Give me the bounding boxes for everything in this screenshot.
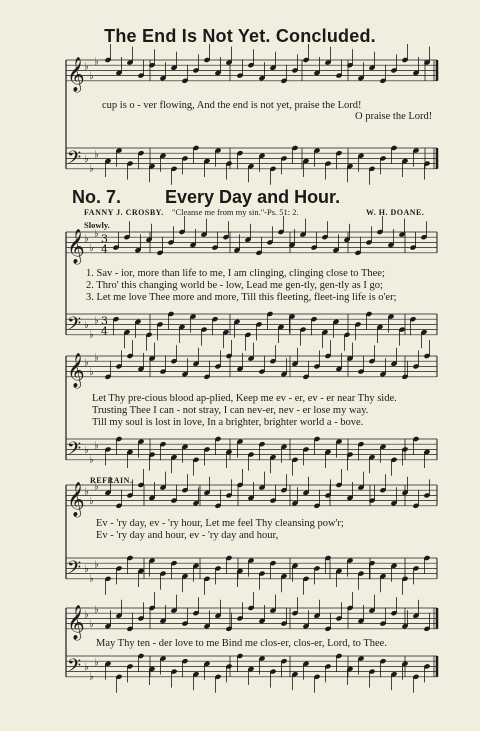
flat-icon: ♭ <box>84 320 89 332</box>
flat-icon: ♭ <box>94 315 99 327</box>
flat-icon: ♭ <box>84 564 89 576</box>
flat-icon: ♭ <box>94 657 99 669</box>
treble-clef-icon: 𝄞 <box>67 352 85 388</box>
time-signature-icon: 4 <box>101 242 108 256</box>
flat-icon: ♭ <box>84 357 89 369</box>
treble-clef-icon: 𝄞 <box>67 228 85 264</box>
refrain-line1: Ev - 'ry day, ev - 'ry hour, Let me feel Thy cleansing pow'r; <box>96 518 344 529</box>
flat-icon: ♭ <box>89 366 94 378</box>
flat-icon: ♭ <box>89 495 94 507</box>
hymn-title: Every Day and Hour. <box>165 187 341 207</box>
flat-icon: ♭ <box>94 228 99 240</box>
page-header: The End Is Not Yet. Concluded. <box>104 26 376 46</box>
treble-clef-icon: 𝄞 <box>67 604 85 640</box>
flat-icon: ♭ <box>84 486 89 498</box>
flat-icon: ♭ <box>94 56 99 68</box>
system1-lyric: cup is o - ver flowing, And the end is not yet, praise the Lord! <box>102 100 362 111</box>
tempo-marking: Slowly. <box>84 220 110 230</box>
flat-icon: ♭ <box>94 352 99 364</box>
flat-icon: ♭ <box>89 618 94 630</box>
verse1-line1: 1. Sav - ior, more than life to me, I am clinging, clinging close to Thee; <box>86 268 385 279</box>
refrain-line2: Ev - 'ry day and hour, ev - 'ry day and hour, <box>96 530 279 541</box>
flat-icon: ♭ <box>89 163 94 175</box>
verse3-line1: 3. Let me love Thee more and more, Till this fleeting, fleet-ing life is o'er; <box>86 292 397 303</box>
bass-clef-icon: 𝄢 <box>67 313 82 339</box>
flat-icon: ♭ <box>89 671 94 683</box>
time-signature-icon: 3 <box>101 314 108 328</box>
flat-icon: ♭ <box>94 559 99 571</box>
refrain-label: REFRAIN. <box>90 476 133 485</box>
flat-icon: ♭ <box>84 609 89 621</box>
bass-clef-icon: 𝄢 <box>67 438 82 464</box>
verse2-line2: Trusting Thee I can - not stray, I can nev-er, nev - er lose my way. <box>92 405 369 416</box>
treble-clef-icon: 𝄞 <box>67 56 85 92</box>
flat-icon: ♭ <box>84 662 89 674</box>
bass-clef-icon: 𝄢 <box>67 147 82 173</box>
flat-icon: ♭ <box>94 440 99 452</box>
author: FANNY J. CROSBY. <box>84 208 164 217</box>
hymn-number: No. 7. <box>72 187 122 207</box>
flat-icon: ♭ <box>94 149 99 161</box>
final-line: May Thy ten - der love to me Bind me clos-er, clos-er, Lord, to Thee. <box>96 638 387 649</box>
scripture-reference: "Cleanse me from my sin."-Ps. 51: 2. <box>172 207 299 217</box>
flat-icon: ♭ <box>84 445 89 457</box>
flat-icon: ♭ <box>94 481 99 493</box>
system1-lyric-echo: O praise the Lord! <box>355 111 433 122</box>
time-signature-icon: 4 <box>101 324 108 338</box>
composer: W. H. DOANE. <box>366 208 425 217</box>
flat-icon: ♭ <box>89 329 94 341</box>
time-signature-icon: 3 <box>101 232 108 246</box>
flat-icon: ♭ <box>89 70 94 82</box>
verse2-line1: 2. Thro' this changing world be - low, Lead me gen-tly, gen-tly as I go; <box>86 280 383 291</box>
flat-icon: ♭ <box>84 154 89 166</box>
flat-icon: ♭ <box>89 242 94 254</box>
flat-icon: ♭ <box>84 233 89 245</box>
bass-clef-icon: 𝄢 <box>67 557 82 583</box>
flat-icon: ♭ <box>89 573 94 585</box>
flat-icon: ♭ <box>84 61 89 73</box>
verse1-line2: Let Thy pre-cious blood ap-plied, Keep me ev - er, ev - er near Thy side. <box>92 393 397 404</box>
treble-clef-icon: 𝄞 <box>67 481 85 517</box>
verse3-line2: Till my soul is lost in love, In a brighter, brighter world a - bove. <box>92 417 364 428</box>
flat-icon: ♭ <box>94 604 99 616</box>
bass-clef-icon: 𝄢 <box>67 655 82 681</box>
flat-icon: ♭ <box>89 454 94 466</box>
